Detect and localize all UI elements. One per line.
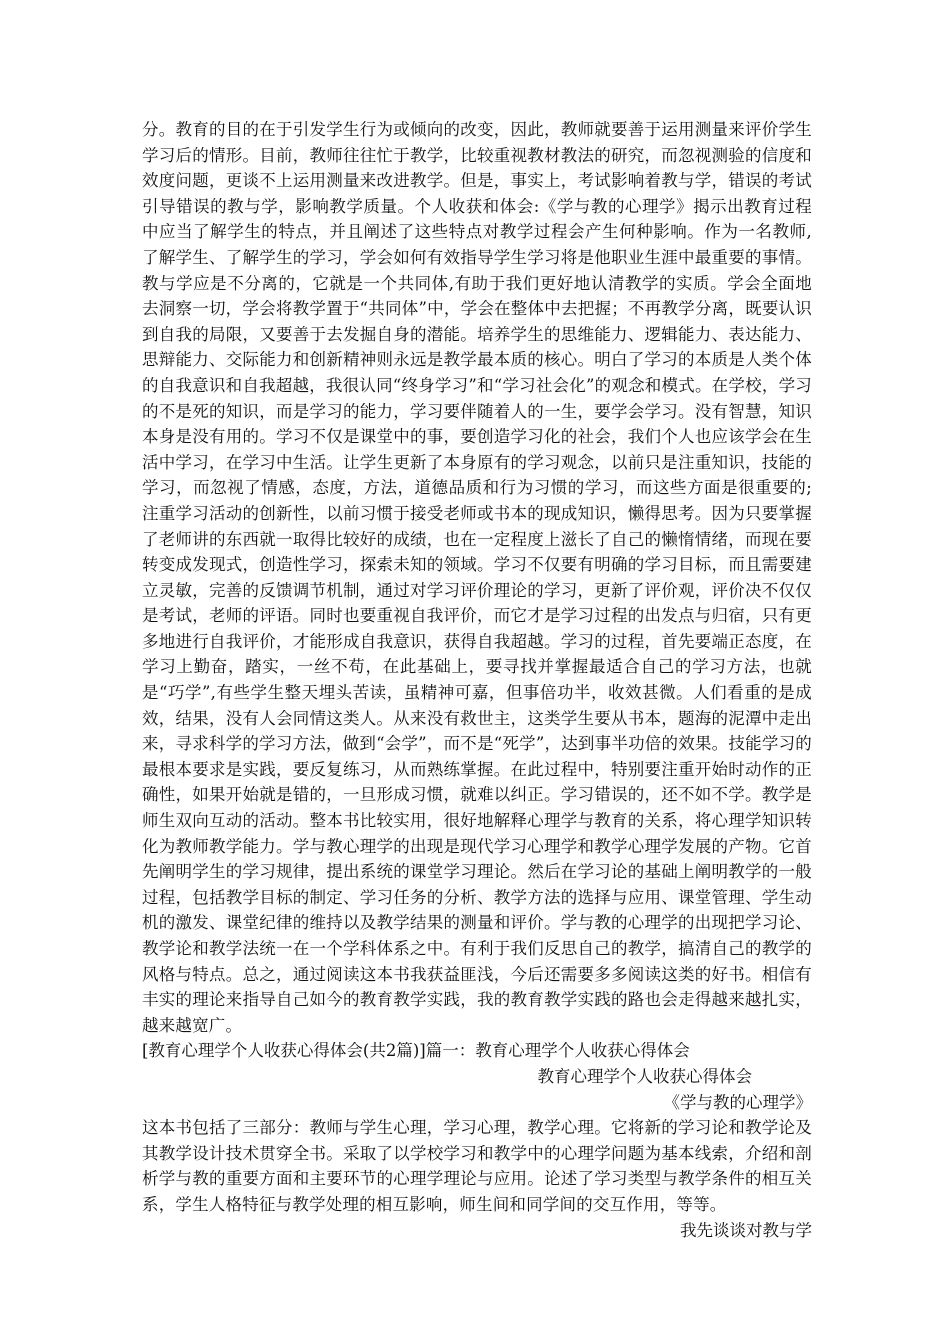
intro-paragraph: 这本书包括了三部分：教师与学生心理，学习心理，教学心理。它将新的学习论和教学论及其教学设计技术贯穿全书。采取了以学校学习和教学中的心理学问题为基本线索，介绍和剖析学与教的重要方面和主要环节的心理学理论与应用。论述了学习类型与教学条件的相互关系，学生人格特征与教学处理的相互影响，师生间和同学间的交互作用，等等。 xyxy=(142,1118,812,1214)
continued-paragraph: 分。教育的目的在于引发学生行为或倾向的改变，因此，教师就要善于运用测量来评价学生学习后的情形。目前，教师往往忙于教学，比较重视教材教法的研究，而忽视测验的信度和效度问题，更谈不上运用测量来改进教学。但是，事实上，考试影响着教与学，错误的考试引导错误的教与学，影响教学质量。个人收获和体会:《学与教的心理学》揭示出教育过程中应当了解学生的特点，并且阐述了这些特点对教学过程会产生何种影响。作为一名教师,了解学生、了解学生的学习，学会如何有效指导学生学习将是他职业生涯中最重要的事情。教与学应是不分离的，它就是一个共同体,有助于我们更好地认清教学的实质。学会全面地去洞察一切，学会将教学置于“共同体”中，学会在整体中去把握；不再教学分离，既要认识到自我的局限，又要善于去发掘自身的潜能。培养学生的思维能力、逻辑能力、表达能力、思辩能力、交际能力和创新精神则永远是教学最本质的核心。明白了学习的本质是人类个体的自我意识和自我超越，我很认同“终身学习”和“学习社会化”的观念和模式。在学校，学习的不是死的知识，而是学习的能力，学习要伴随着人的一生，要学会学习。没有智慧，知识本身是没有用的。学习不仅是课堂中的事，要创造学习化的社会，我们个人也应该学会在生活中学习，在学习中生活。让学生更新了本身原有的学习观念，以前只是注重知识，技能的学习，而忽视了情感，态度，方法，道德品质和行为习惯的学习，而这些方面是很重要的;注重学习活动的创新性，以前习惯于接受老师或书本的现成知识，懒得思考。因为只要掌握了老师讲的东西就一取得比较好的成绩，也在一定程度上滋长了自己的懒惰情绪，而现在要转变成发现式，创造性学习，探索未知的领域。学习不仅要有明确的学习目标，而且需要建立灵敏，完善的反馈调节机制，通过对学习评价理论的学习，更新了评价观，评价决不仅仅是考试，老师的评语。同时也要重视自我评价，而它才是学习过程的出发点与归宿，只有更多地进行自我评价，才能形成自我意识，获得自我超越。学习的过程，首先要端正态度，在学习上勤奋，踏实，一丝不苟，在此基础上，要寻找并掌握最适合自己的学习方法，也就是“巧学”,有些学生整天埋头苦读，虽精神可嘉，但事倍功半，收效甚微。人们看重的是成效，结果，没有人会同情这类人。从来没有救世主，这类学生要从书本，题海的泥潭中走出来，寻求科学的学习方法，做到“会学”，而不是“死学”，达到事半功倍的效果。技能学习的最根本要求是实践，要反复练习，从而熟练掌握。在此过程中，特别要注重开始时动作的正确性，如果开始就是错的，一旦形成习惯，就难以纠正。学习错误的，还不如不学。教学是师生双向互动的活动。整本书比较实用，很好地解释心理学与教育的关系，将心理学知识转化为教师教学能力。学与教心理学的出现是现代学习心理学和教学心理学发展的产物。它首先阐明学生的学习规律，提出系统的课堂学习理论。然后在学习论的基础上阐明教学的一般过程，包括教学目标的制定、学习任务的分析、教学方法的选择与应用、课堂管理、学生动机的激发、课堂纪律的维持以及教学结果的测量和评价。学与教的心理学的出现把学习论、教学论和教学法统一在一个学科体系之中。有利于我们反思自己的教学，搞清自己的教学的风格与特点。总之，通过阅读这本书我获益匪浅，今后还需要多多阅读这类的好书。相信有丰实的理论来指导自己如今的教育教学实践，我的教育教学实践的路也会走得越来越扎实，越来越宽广。 xyxy=(142,120,812,1035)
book-title: 《学与教的心理学》 xyxy=(663,1092,812,1112)
article-title: 教育心理学个人收获心得体会 xyxy=(537,1066,752,1086)
trailing-line: 我先谈谈对教与学 xyxy=(680,1220,812,1240)
collection-heading: [教育心理学个人收获心得体会(共2篇)]篇一：教育心理学个人收获心得体会 xyxy=(142,1041,690,1061)
document-page xyxy=(142,117,812,1243)
